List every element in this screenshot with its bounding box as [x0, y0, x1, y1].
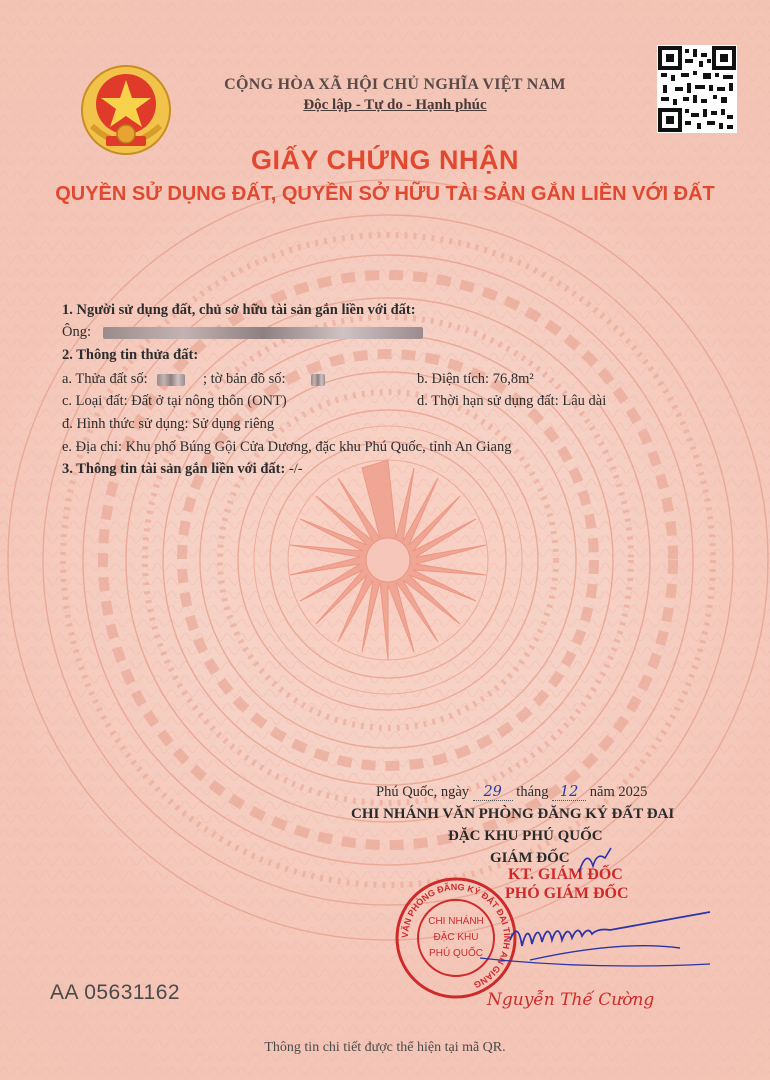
- section-3-value: -/-: [288, 461, 303, 477]
- map-sheet-label: ; tờ bản đồ số:: [202, 371, 286, 387]
- issuing-office-line2: ĐẶC KHU PHÚ QUỐC: [448, 828, 603, 844]
- issuing-office-line1: CHI NHÁNH VĂN PHÒNG ĐĂNG KÝ ĐẤT ĐAI: [351, 806, 675, 822]
- stamp-kt-giam-doc: KT. GIÁM ĐỐC: [508, 866, 623, 883]
- date-year: năm 2025: [589, 784, 648, 800]
- seal-inner-line3: PHÚ QUỐC: [429, 948, 483, 959]
- section-1-heading: 1. Người sử dụng đất, chủ sở hữu tài sản gắn liền với đất:: [62, 302, 416, 318]
- seal-inner-line2: ĐẶC KHU: [433, 932, 479, 943]
- date-month: 12: [552, 784, 586, 801]
- national-motto: Độc lập - Tự do - Hạnh phúc: [303, 97, 487, 113]
- place-date-prefix: Phú Quốc, ngày: [376, 784, 470, 800]
- map-sheet-number-redacted: [311, 374, 325, 386]
- place-date-line: [376, 784, 647, 801]
- owner-name-redacted: [103, 327, 423, 339]
- usage-form-line: đ. Hình thức sử dụng: Sử dụng riêng: [62, 416, 275, 432]
- seal-inner-line1: CHI NHÁNH: [428, 916, 484, 927]
- serial-number: AA 05631162: [50, 981, 181, 1004]
- handwritten-signature-icon: [470, 900, 720, 980]
- certificate-subtitle: QUYỀN SỬ DỤNG ĐẤT, QUYỀN SỞ HỮU TÀI SẢN GẮN LIỀN VỚI ĐẤT: [55, 183, 715, 205]
- qr-footer-note: Thông tin chi tiết được thể hiện tại mã QR.: [264, 1040, 506, 1055]
- signature-initial-icon: [575, 844, 615, 878]
- country-name: CỘNG HÒA XÃ HỘI CHỦ NGHĨA VIỆT NAM: [224, 76, 566, 93]
- date-day: 29: [473, 784, 513, 801]
- signer-name: Nguyễn Thế Cường: [487, 990, 655, 1010]
- position-title: GIÁM ĐỐC: [490, 850, 570, 866]
- seal-ring-text: VĂN PHÒNG ĐĂNG KÝ ĐẤT ĐAI TỈNH AN GIANG: [399, 881, 513, 991]
- section-2-heading: 2. Thông tin thửa đất:: [62, 347, 199, 363]
- owner-line: [62, 324, 423, 341]
- stamp-pho-giam-doc: PHÓ GIÁM ĐỐC: [505, 885, 629, 902]
- address-line: e. Địa chỉ: Khu phố Búng Gội Cửa Dương, đặc khu Phú Quốc, tỉnh An Giang: [62, 439, 512, 455]
- area-line: b. Diện tích: 76,8m²: [417, 371, 534, 387]
- owner-prefix: Ông:: [62, 324, 91, 340]
- parcel-line: [62, 371, 325, 388]
- parcel-label: a. Thửa đất số:: [62, 371, 148, 387]
- land-type-line: c. Loại đất: Đất ở tại nông thôn (ONT): [62, 393, 287, 409]
- certificate-title: GIẤY CHỨNG NHẬN: [251, 145, 519, 175]
- section-3-heading: 3. Thông tin tài sản gắn liền với đất:: [62, 461, 286, 477]
- section-3-line: [62, 461, 303, 478]
- date-month-word: tháng: [516, 784, 549, 800]
- land-term-line: d. Thời hạn sử dụng đất: Lâu dài: [417, 393, 607, 409]
- parcel-number-redacted: [157, 374, 185, 386]
